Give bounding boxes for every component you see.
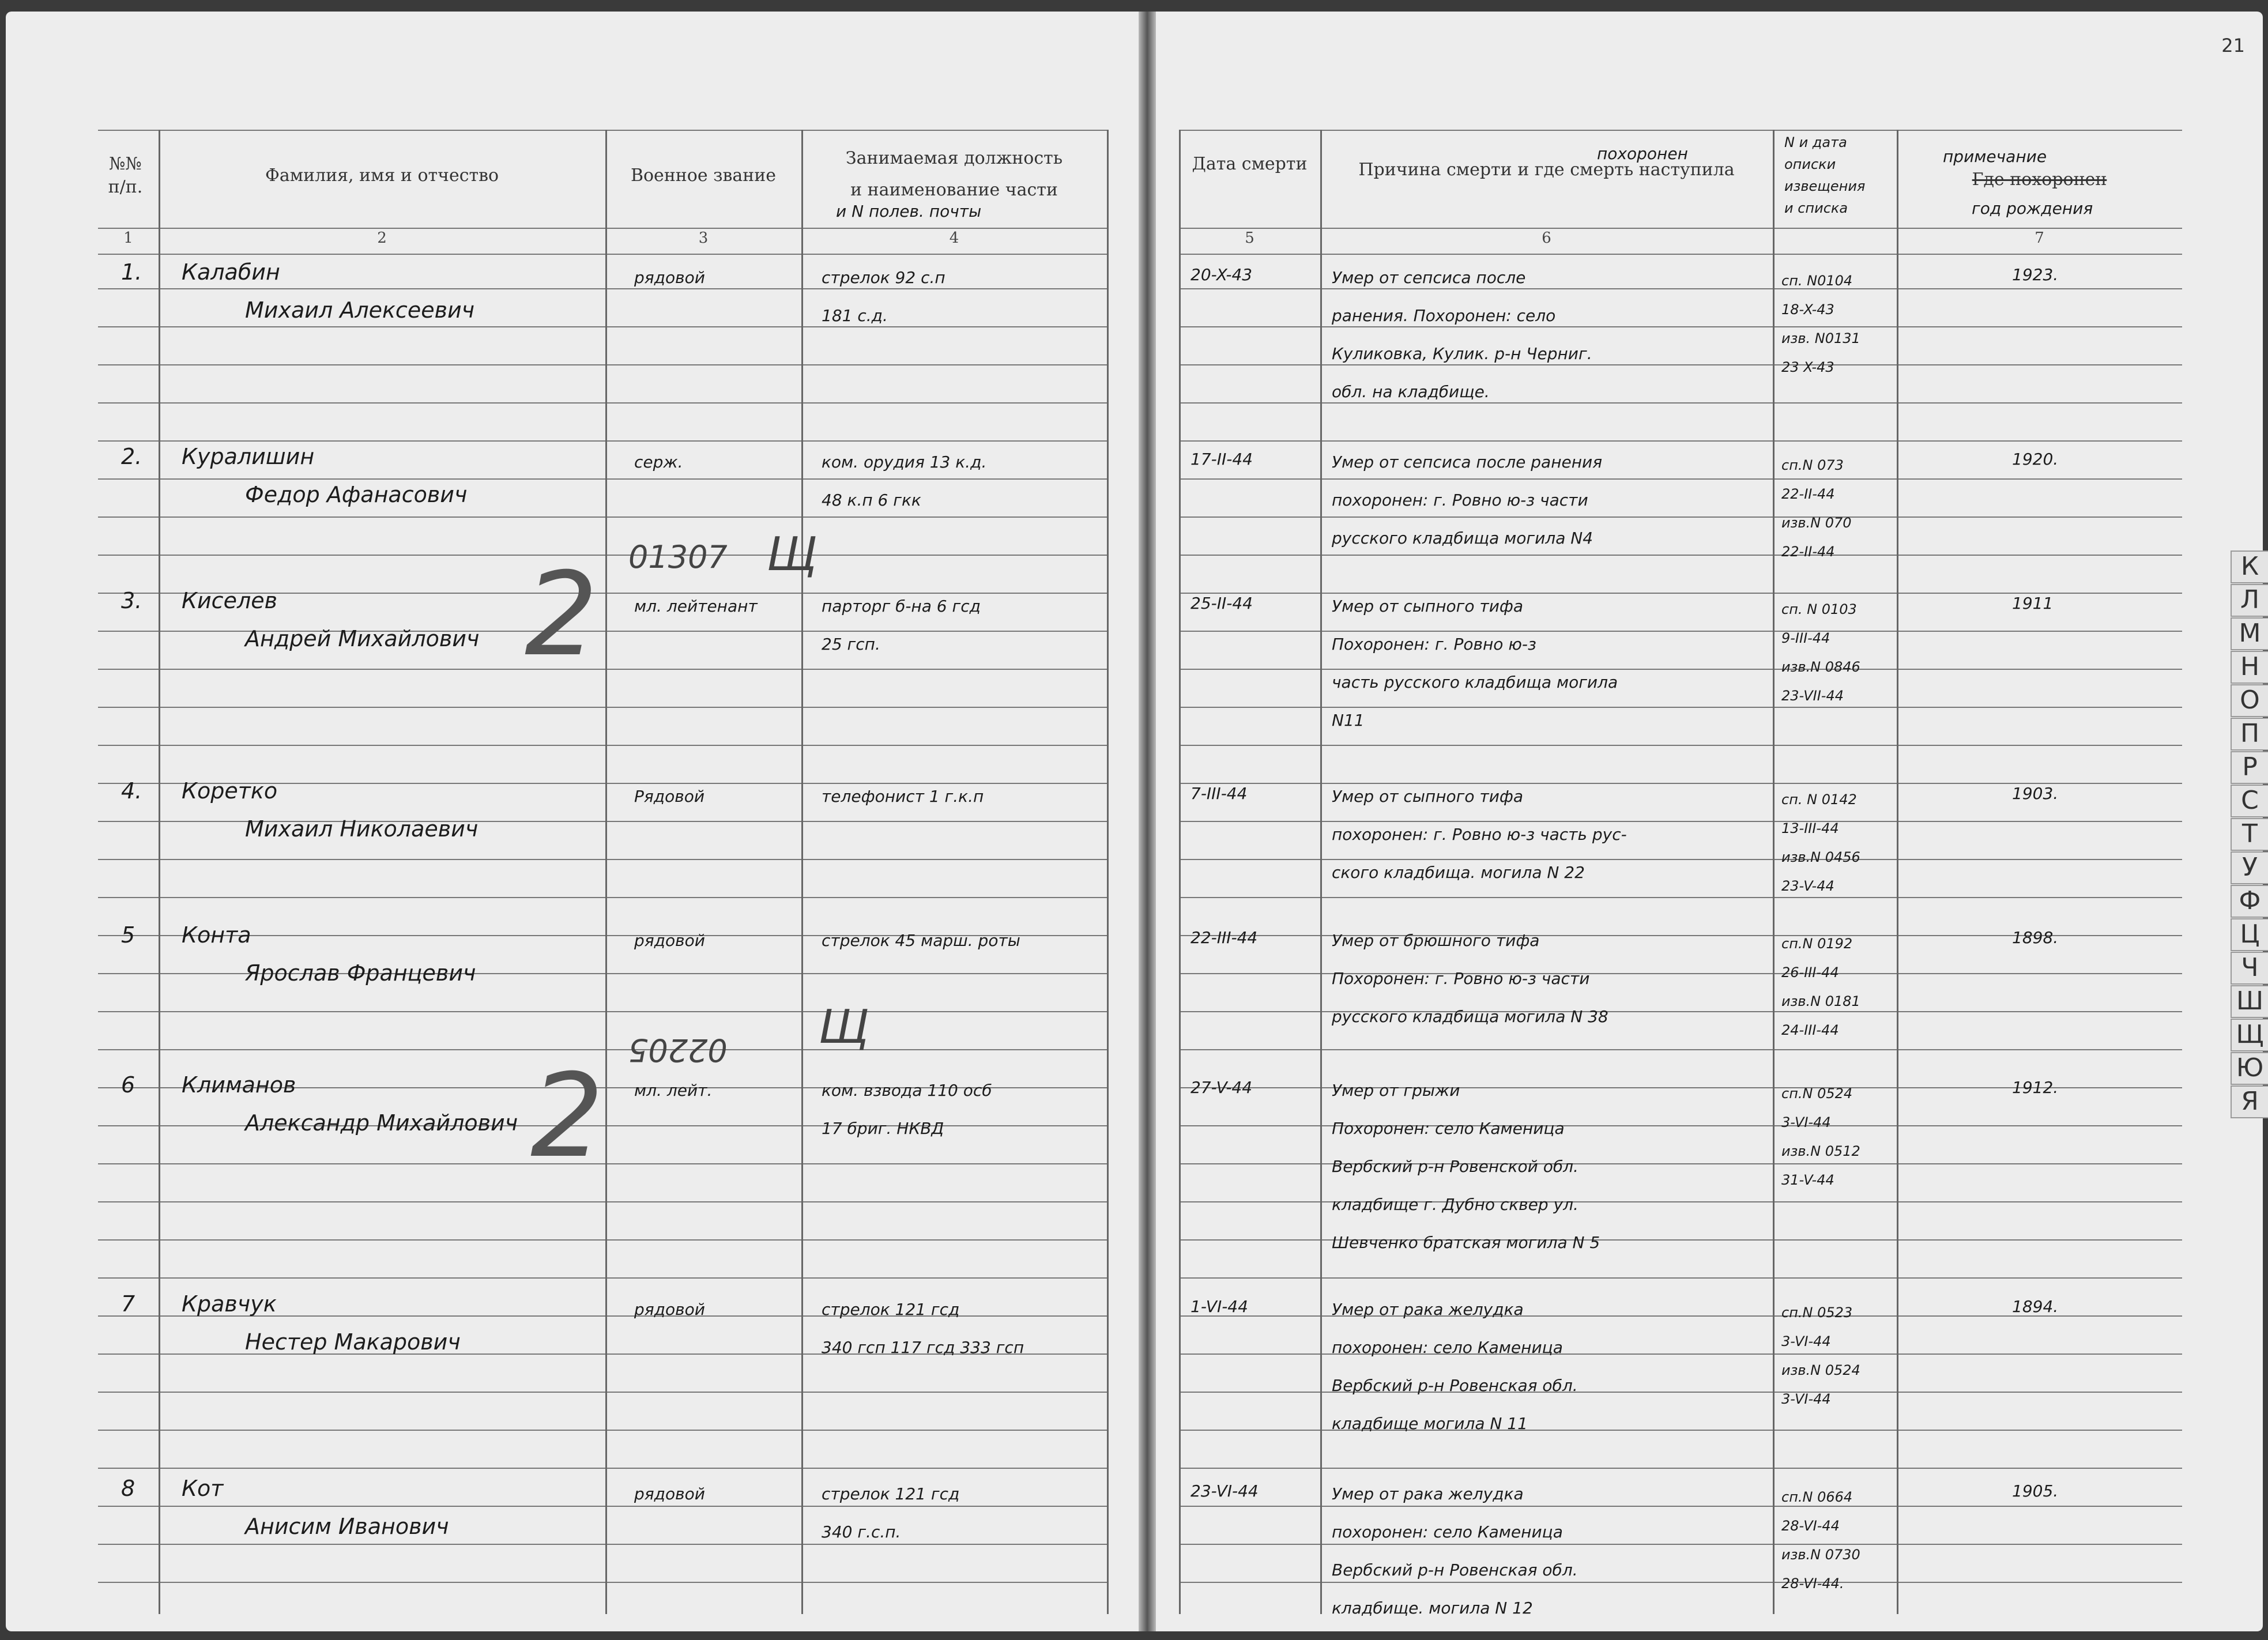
entry-surname: Куралишин [182, 444, 315, 469]
entry-date: 23-VI-44 [1190, 1481, 1259, 1500]
header-col-burial: Где похоронен [1972, 169, 2107, 190]
entry-notice-line: 23-V-44 [1781, 878, 1834, 894]
entry-surname: Конта [182, 922, 251, 948]
entry-cause-line: кладбище могила N 11 [1332, 1414, 1528, 1433]
ledger-row-rule [1179, 478, 2182, 480]
entry-cause-line: часть русского кладбища могила [1332, 673, 1618, 692]
ledger-row-rule [98, 288, 1107, 289]
ledger-row-rule [1179, 288, 2182, 289]
ledger-row-rule [98, 897, 1107, 898]
entry-notice-line: 9-III-44 [1781, 630, 1830, 646]
column-number: 1 [123, 229, 133, 247]
column-divider [801, 130, 803, 1614]
entry-number: 1. [121, 259, 142, 285]
entry-birth-year: 1912. [2012, 1078, 2059, 1097]
entry-notice-line: изв.N 070 [1781, 515, 1852, 531]
entry-notice-line: сп. N0104 [1781, 273, 1853, 289]
entry-notice-line: изв.N 0524 [1781, 1362, 1860, 1378]
entry-given-names: Александр Михайлович [245, 1110, 518, 1136]
ledger-row-rule [1179, 707, 2182, 708]
entry-rank: рядовой [634, 268, 705, 287]
index-tab[interactable]: О [2231, 684, 2268, 717]
header-top-rule [98, 130, 1107, 131]
entry-notice-line: 18-X-43 [1781, 301, 1834, 318]
column-number: 5 [1245, 229, 1254, 247]
entry-notice-line: 24-III-44 [1781, 1022, 1839, 1038]
entry-cause-line: русского кладбища могила N4 [1332, 529, 1593, 548]
entry-notice-line: 26-III-44 [1781, 964, 1839, 981]
entry-notice-line: 31-V-44 [1781, 1172, 1834, 1188]
index-tab[interactable]: К [2231, 551, 2268, 583]
entry-position-line: ком. орудия 13 к.д. [822, 453, 987, 472]
entry-cause-line: Умер от грыжи [1332, 1081, 1460, 1100]
entry-cause-line: кладбище г. Дубно сквер ул. [1332, 1195, 1578, 1214]
header-col-burial-note: примечание [1943, 147, 2047, 166]
entry-cause-line: Вербский р-н Ровенская обл. [1332, 1560, 1578, 1579]
entry-cause-line: Умер от сепсиса после [1332, 268, 1526, 287]
ledger-row-rule [1179, 1544, 2182, 1545]
entry-cause-line: Умер от сыпного тифа [1332, 597, 1524, 616]
ledger-row-rule [1179, 1354, 2182, 1355]
column-divider [1179, 130, 1181, 1614]
ledger-row-rule [1179, 897, 2182, 898]
header-col-cause: Причина смерти и где смерть наступила [1358, 160, 1735, 180]
index-tab[interactable]: Л [2231, 584, 2268, 617]
index-tab[interactable]: Н [2231, 651, 2268, 684]
entry-cause-line: ранения. Похоронен: село [1332, 306, 1556, 325]
entry-birth-year: 1903. [2012, 784, 2059, 803]
header-col-name: Фамилия, имя и отчество [265, 165, 499, 186]
ledger-row-rule [1179, 555, 2182, 556]
ledger-row-rule [98, 1201, 1107, 1202]
ledger-row-rule [98, 364, 1107, 365]
page-number: 21 [2221, 35, 2245, 56]
column-divider [1773, 130, 1775, 1614]
column-divider [1320, 130, 1322, 1614]
entry-birth-year: 1905. [2012, 1481, 2059, 1500]
entry-notice-line: 22-II-44 [1781, 544, 1835, 560]
entry-birth-year: 1920. [2012, 450, 2059, 469]
column-divider [1897, 130, 1898, 1614]
entry-cause-line: Вербский р-н Ровенской обл. [1332, 1157, 1578, 1176]
index-tab[interactable]: У [2231, 851, 2268, 884]
column-divider [1107, 130, 1109, 1614]
entry-given-names: Анисим Иванович [245, 1514, 449, 1539]
entry-rank: рядовой [634, 1484, 705, 1503]
entry-number: 3. [121, 588, 142, 613]
header-col-number-line1: №№ [109, 154, 142, 174]
column-number: 7 [2035, 229, 2044, 247]
ledger-row-rule [98, 478, 1107, 480]
header-col-date: Дата смерти [1192, 154, 1308, 174]
entry-notice-line: 3-VI-44 [1781, 1333, 1831, 1349]
header-col-cause-note: похоронен [1597, 144, 1688, 163]
entry-date: 22-III-44 [1190, 928, 1258, 947]
header-col-number-line2: п/п. [108, 177, 143, 197]
ledger-row-rule [98, 402, 1107, 404]
entry-number: 8 [121, 1476, 135, 1501]
ledger-row-rule [1179, 1277, 2182, 1279]
entry-position-line: 340 г.с.п. [822, 1522, 901, 1541]
entry-birth-year: 1911 [2012, 594, 2054, 613]
ledger-row-rule [98, 707, 1107, 708]
entry-number: 5 [121, 922, 135, 948]
entry-notice-line: 23-VII-44 [1781, 688, 1844, 704]
entry-cause-line: N11 [1332, 711, 1365, 730]
entry-cause-line: похоронен: село Каменица [1332, 1522, 1563, 1541]
ledger-row-rule [1179, 326, 2182, 327]
header-number-rule [98, 228, 1107, 229]
header-number-rule [1179, 228, 2182, 229]
entry-notice-line: сп.N 0664 [1781, 1489, 1853, 1505]
handwritten-mark: Щ [819, 1000, 869, 1054]
ledger-row-rule [1179, 1430, 2182, 1431]
entry-position-line: стрелок 121 гсд [822, 1300, 960, 1319]
entry-cause-line: ского кладбища. могила N 22 [1332, 863, 1585, 882]
entry-given-names: Нестер Макарович [245, 1329, 461, 1355]
entry-date: 7-III-44 [1190, 784, 1248, 803]
index-tab[interactable]: Ч [2231, 952, 2268, 985]
index-tab[interactable]: Я [2231, 1085, 2268, 1118]
header-top-rule [1179, 130, 2182, 131]
entry-notice-line: сп.N 073 [1781, 457, 1844, 473]
entry-position-line: ком. взвода 110 осб [822, 1081, 992, 1100]
column-number: 6 [1542, 229, 1551, 247]
entry-cause-line: Вербский р-н Ровенская обл. [1332, 1376, 1578, 1395]
column-number: 2 [377, 229, 387, 247]
entry-cause-line: Шевченко братская могила N 5 [1332, 1233, 1600, 1252]
ledger-row-rule [98, 1277, 1107, 1279]
handwritten-mark: Щ [767, 527, 817, 581]
ledger-row-rule [98, 1011, 1107, 1012]
entry-notice-line: 28-VI-44 [1781, 1518, 1840, 1534]
ledger-row-rule [98, 859, 1107, 860]
entry-number: 7 [121, 1291, 135, 1317]
entry-cause-line: Похоронен: г. Ровно ю-з [1332, 635, 1536, 654]
header-col-birth-note: год рождения [1972, 199, 2093, 218]
ledger-row-rule [98, 1239, 1107, 1241]
ledger-row-rule [1179, 859, 2182, 860]
entry-cause-line: Умер от рака желудка [1332, 1300, 1524, 1319]
ledger-row-rule [1179, 1125, 2182, 1126]
index-tab[interactable]: Р [2231, 751, 2268, 784]
ledger-row-rule [98, 326, 1107, 327]
ledger-row-rule [1179, 1201, 2182, 1202]
entry-rank: рядовой [634, 931, 705, 950]
entry-date: 20-X-43 [1190, 265, 1253, 284]
header-col-number [92, 153, 159, 205]
entry-cause-line: Умер от брюшного тифа [1332, 931, 1540, 950]
ledger-row-rule [1179, 1468, 2182, 1469]
entry-rank: Рядовой [634, 787, 705, 806]
ledger-row-rule [1179, 440, 2182, 442]
alphabet-index-tabs [2231, 551, 2268, 1119]
entry-position-line: телефонист 1 г.к.п [822, 787, 984, 806]
handwritten-numeral: 2 [530, 1049, 604, 1183]
column-number: 3 [698, 229, 709, 247]
entry-cause-line: обл. на кладбище. [1332, 382, 1490, 401]
ledger-row-rule [1179, 1049, 2182, 1050]
entry-rank: мл. лейтенант [634, 597, 758, 616]
index-tab[interactable]: С [2231, 785, 2268, 817]
index-tab[interactable]: Щ [2231, 1019, 2268, 1051]
ledger-row-rule [98, 1392, 1107, 1393]
index-tab[interactable]: М [2231, 617, 2268, 650]
entry-position-line: стрелок 92 с.п [822, 268, 945, 287]
handwritten-numeral: 2 [525, 548, 598, 682]
entry-surname: Киселев [182, 588, 278, 613]
entry-surname: Коретко [182, 778, 278, 804]
ledger-row-rule [98, 516, 1107, 518]
entry-position-line: стрелок 45 марш. роты [822, 931, 1020, 950]
column-divider [159, 130, 160, 1614]
ledger-row-rule [98, 1544, 1107, 1545]
entry-rank: мл. лейт. [634, 1081, 713, 1100]
ledger-row-rule [1179, 1239, 2182, 1241]
column-number: 4 [949, 229, 959, 247]
header-col-notice-line: N и дата [1784, 134, 1847, 150]
header-col-position-line1: Занимаемая должность [845, 148, 1063, 168]
entry-cause-line: Умер от сыпного тифа [1332, 787, 1524, 806]
entry-position-line: 17 бриг. НКВД [822, 1119, 944, 1138]
ledger-row-rule [1179, 669, 2182, 670]
index-tab[interactable]: Ю [2231, 1052, 2268, 1085]
entry-date: 27-V-44 [1190, 1078, 1253, 1097]
ledger-row-rule [1179, 1582, 2182, 1583]
entry-given-names: Ярослав Францевич [245, 960, 476, 986]
column-divider [605, 130, 607, 1614]
entry-position-line: 48 к.п 6 гкк [822, 491, 921, 510]
entry-position-line: стрелок 121 гсд [822, 1484, 960, 1503]
entry-notice-line: изв.N 0181 [1781, 993, 1860, 1009]
ledger-row-rule [98, 1468, 1107, 1469]
index-tab[interactable]: П [2231, 718, 2268, 751]
header-col-position-note: и N полев. почты [836, 202, 982, 221]
entry-notice-line: сп.N 0523 [1781, 1305, 1853, 1321]
entry-notice-line: 23 X-43 [1781, 359, 1834, 375]
entry-given-names: Михаил Николаевич [245, 816, 479, 842]
entry-cause-line: Умер от сепсиса после ранения [1332, 453, 1603, 472]
entry-notice-line: изв.N 0846 [1781, 659, 1860, 675]
index-tab[interactable]: Ш [2231, 985, 2268, 1018]
entry-date: 17-II-44 [1190, 450, 1253, 469]
entry-cause-line: русского кладбища могила N 38 [1332, 1007, 1608, 1026]
ledger-row-rule [1179, 821, 2182, 822]
entry-cause-line: Умер от рака желудка [1332, 1484, 1524, 1503]
entry-birth-year: 1894. [2012, 1297, 2059, 1316]
ledger-row-rule [1179, 745, 2182, 746]
ledger-row-rule [1179, 1392, 2182, 1393]
header-bottom-rule [1179, 254, 2182, 255]
header-col-notice-line: описки [1784, 156, 1836, 172]
ledger-row-rule [98, 1582, 1107, 1583]
index-tab[interactable]: Ф [2231, 885, 2268, 918]
ledger-row-rule [1179, 1011, 2182, 1012]
entry-number: 2. [121, 444, 142, 469]
ledger-row-rule [1179, 631, 2182, 632]
entry-rank: рядовой [634, 1300, 705, 1319]
ledger-row-rule [98, 555, 1107, 556]
entry-cause-line: Похоронен: село Каменица [1332, 1119, 1565, 1138]
entry-notice-line: изв. N0131 [1781, 330, 1860, 346]
entry-notice-line: сп.N 0192 [1781, 936, 1853, 952]
entry-notice-line: сп. N 0103 [1781, 601, 1857, 617]
entry-notice-line: изв.N 0512 [1781, 1143, 1860, 1159]
entry-birth-year: 1923. [2012, 265, 2059, 284]
ledger-row-rule [98, 1430, 1107, 1431]
entry-notice-line: 13-III-44 [1781, 820, 1839, 836]
entry-number: 6 [121, 1072, 135, 1098]
index-tab[interactable]: Т [2231, 818, 2268, 851]
header-col-rank: Военное звание [630, 165, 777, 186]
entry-date: 1-VI-44 [1190, 1297, 1248, 1316]
entry-cause-line: похоронен: г. Ровно ю-з часть рус- [1332, 825, 1627, 844]
entry-notice-line: 3-VI-44 [1781, 1114, 1831, 1130]
book-gutter [1139, 12, 1156, 1631]
entry-notice-line: изв.N 0456 [1781, 849, 1860, 865]
entry-surname: Калабин [182, 259, 280, 285]
ledger-row-rule [1179, 973, 2182, 974]
entry-cause-line: Куликовка, Кулик. р-н Черниг. [1332, 344, 1592, 363]
entry-surname: Кравчук [182, 1291, 277, 1317]
ledger-row-rule [1179, 364, 2182, 365]
handwritten-stamp-number: 02205 [628, 1032, 728, 1068]
entry-given-names: Федор Афанасович [245, 482, 468, 507]
entry-notice-line: 28-VI-44. [1781, 1575, 1844, 1592]
entry-cause-line: похоронен: г. Ровно ю-з части [1332, 491, 1588, 510]
entry-surname: Кот [182, 1476, 224, 1501]
entry-cause-line: кладбище. могила N 12 [1332, 1598, 1533, 1618]
entry-surname: Климанов [182, 1072, 296, 1098]
entry-notice-line: 3-VI-44 [1781, 1391, 1831, 1407]
entry-number: 4. [121, 778, 142, 804]
ledger-row-rule [98, 669, 1107, 670]
handwritten-stamp-number: 01307 [628, 539, 728, 575]
entry-notice-line: 22-II-44 [1781, 486, 1835, 502]
header-col-notice-line: извещения [1784, 178, 1866, 194]
entry-birth-year: 1898. [2012, 928, 2059, 947]
header-col-position-line2: и наименование части [850, 180, 1058, 200]
entry-rank: серж. [634, 453, 683, 472]
entry-notice-line: сп.N 0524 [1781, 1085, 1853, 1102]
entry-cause-line: похоронен: село Каменица [1332, 1338, 1563, 1357]
ledger-row-rule [1179, 1506, 2182, 1507]
entry-position-line: 340 гсп 117 гсд 333 гсп [822, 1338, 1024, 1357]
entry-given-names: Андрей Михайлович [245, 626, 480, 651]
ledger-row-rule [1179, 402, 2182, 404]
entry-cause-line: Похоронен: г. Ровно ю-з части [1332, 969, 1590, 988]
ledger-row-rule [1179, 516, 2182, 518]
entry-notice-line: изв.N 0730 [1781, 1547, 1860, 1563]
header-bottom-rule [98, 254, 1107, 255]
ledger-row-rule [98, 440, 1107, 442]
ledger-row-rule [98, 745, 1107, 746]
entry-position-line: 181 с.д. [822, 306, 888, 325]
entry-position-line: 25 гсп. [822, 635, 880, 654]
index-tab[interactable]: Ц [2231, 918, 2268, 951]
entry-given-names: Михаил Алексеевич [245, 297, 475, 323]
entry-date: 25-II-44 [1190, 594, 1253, 613]
entry-position-line: парторг б-на 6 гсд [822, 597, 981, 616]
header-col-notice-line: и списка [1784, 200, 1848, 216]
entry-notice-line: сп. N 0142 [1781, 791, 1857, 808]
ledger-row-rule [1179, 1163, 2182, 1164]
